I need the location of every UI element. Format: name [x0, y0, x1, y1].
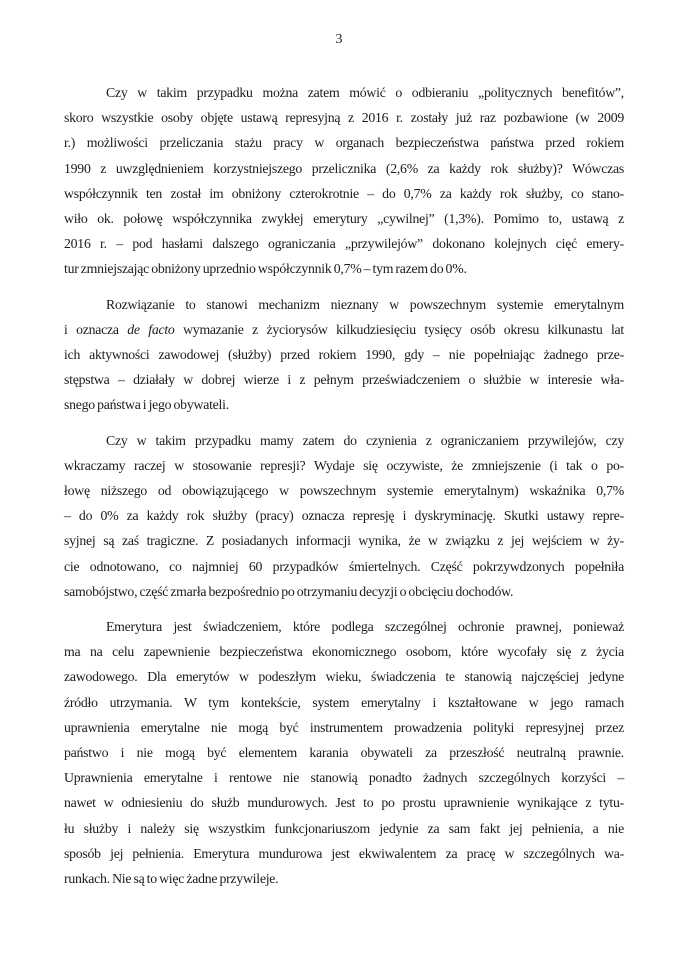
text-segment: Uprawnienia emerytalne i rentowe nie stanowią ponadto żadnych szczególnych korzyści – — [64, 770, 624, 786]
text-segment: stępstwa – działały w dobrej wierze i z pełnym przeświadczeniem o służbie w interesie wła- — [64, 372, 624, 388]
text-line — [64, 367, 624, 392]
paragraph — [64, 292, 624, 418]
text-segment: uprawnienia emerytalne nie mogą być instrumentem prowadzenia polityki represyjnej przez — [64, 719, 624, 735]
paragraph — [64, 614, 624, 891]
text-line — [64, 715, 624, 740]
text-segment: samobójstwo, część zmarła bezpośrednio po otrzymaniu decyzji o obcięciu dochodów. — [64, 583, 514, 599]
paragraph — [64, 80, 624, 282]
text-line — [64, 256, 624, 281]
text-line — [64, 816, 624, 841]
text-line — [64, 292, 624, 317]
text-segment: r.) możliwości przeliczania stażu pracy w organach bezpieczeństwa państwa przed rokiem — [64, 135, 624, 151]
text-line — [64, 428, 624, 453]
text-segment: Czy w takim przypadku można zatem mówić o odbieraniu „politycznych benefitów”, — [106, 85, 624, 100]
text-segment: łu służby i należy się wszystkim funkcjonariuszom jedynie za sam fakt jej pełnienia, a nie — [64, 820, 624, 836]
text-line — [64, 664, 624, 689]
text-line — [64, 528, 624, 553]
text-segment: sposób jej pełnienia. Emerytura mundurowa jest ekwiwalentem za pracę w szczególnych wa- — [64, 845, 624, 861]
text-segment: runkach. Nie są to więc żadne przywileje. — [64, 871, 279, 887]
text-segment: wkraczamy raczej w stosowanie represji? Wydaje się oczywiste, że zmniejszenie (i tak o po- — [64, 457, 624, 473]
text-line — [64, 342, 624, 367]
text-segment: wymazanie z życiorysów kilkudziesięciu tysięcy osób okresu kilkunastu lat — [174, 321, 624, 337]
text-segment: syjnej są zaś tragiczne. Z posiadanych informacji wynika, że w związku z jej wejściem w ży- — [64, 533, 624, 549]
text-line — [64, 690, 624, 715]
text-segment: – do 0% za każdy rok służby (pracy) oznacza represję i dyskryminację. Skutki ustawy repre- — [64, 508, 624, 524]
text-line — [64, 317, 624, 342]
text-line — [64, 80, 624, 105]
text-segment: Czy w takim przypadku mamy zatem do czynienia z ograniczaniem przywilejów, czy — [106, 432, 624, 448]
text-segment: nawet w odniesieniu do służb mundurowych. Jest to po prostu uprawnienie wynikające z tytu- — [64, 795, 624, 811]
paragraph — [64, 428, 624, 604]
text-segment: snego państwa i jego obywateli. — [64, 397, 229, 413]
text-line — [64, 206, 624, 231]
text-line — [64, 841, 624, 866]
text-segment: Emerytura jest świadczeniem, które podlega szczególnej ochronie prawnej, ponieważ — [106, 619, 624, 635]
text-line — [64, 579, 624, 604]
page-number: 3 — [335, 32, 343, 47]
text-segment: 1990 z uwzględnieniem korzystniejszego przelicznika (2,6% za każdy rok służby)? Wówczas — [64, 160, 624, 176]
text-segment: 2016 r. – pod hasłami dalszego ograniczania „przywilejów” dokonano kolejnych cięć emery- — [64, 236, 624, 252]
text-line — [64, 453, 624, 478]
text-segment: ma na celu zapewnienie bezpieczeństwa ekonomicznego osobom, które wycofały się z życia — [64, 644, 624, 660]
text-segment: ich aktywności zawodowej (służby) przed rokiem 1990, gdy – nie popełniając żadnego prze- — [64, 347, 624, 363]
text-line — [64, 181, 624, 206]
text-line — [64, 392, 624, 417]
text-line — [64, 790, 624, 815]
text-segment: zawodowego. Dla emerytów w podeszłym wieku, świadczenia te stanowią najczęściej jedyne — [64, 669, 624, 685]
text-segment: Rozwiązanie to stanowi mechanizm nieznany w powszechnym systemie emerytalnym — [106, 296, 624, 312]
text-line — [64, 130, 624, 155]
text-segment: źródło utrzymania. W tym kontekście, system emerytalny i kształtowane w jego ramach — [64, 694, 624, 710]
text-line — [64, 866, 624, 891]
italic-text-segment: de facto — [127, 321, 175, 337]
text-line — [64, 503, 624, 528]
text-line — [64, 614, 624, 639]
text-line — [64, 231, 624, 256]
text-line — [64, 156, 624, 181]
text-line — [64, 478, 624, 503]
text-segment: łowę niższego od obowiązującego w powszechnym systemie emerytalnym) wskaźnika 0,7% — [64, 483, 624, 499]
text-segment: wiło ok. połowę współczynnika zwykłej emerytury „cywilnej” (1,3%). Pomimo to, ustawą z — [64, 211, 624, 227]
text-segment: skoro wszystkie osoby objęte ustawą represyjną z 2016 r. zostały już raz pozbawione (w 2009 — [64, 110, 624, 126]
document-body — [0, 80, 624, 891]
text-segment: państwo i nie mogą być elementem karania obywateli za przeszłość neutralną prawnie. — [64, 745, 624, 761]
text-line — [64, 740, 624, 765]
text-segment: i oznacza — [64, 321, 128, 337]
text-segment: cie odnotowano, co najmniej 60 przypadków śmiertelnych. Część pokrzywdzonych popełniła — [64, 558, 624, 574]
text-segment: współczynnik ten został im obniżony czterokrotnie – do 0,7% za każdy rok służby, co stano- — [64, 185, 624, 201]
text-line — [64, 765, 624, 790]
text-segment: tur zmniejszając obniżony uprzednio współczynnik 0,7% – tym razem do 0%. — [64, 261, 467, 277]
text-line — [64, 105, 624, 130]
text-line — [64, 639, 624, 664]
text-line — [64, 554, 624, 579]
